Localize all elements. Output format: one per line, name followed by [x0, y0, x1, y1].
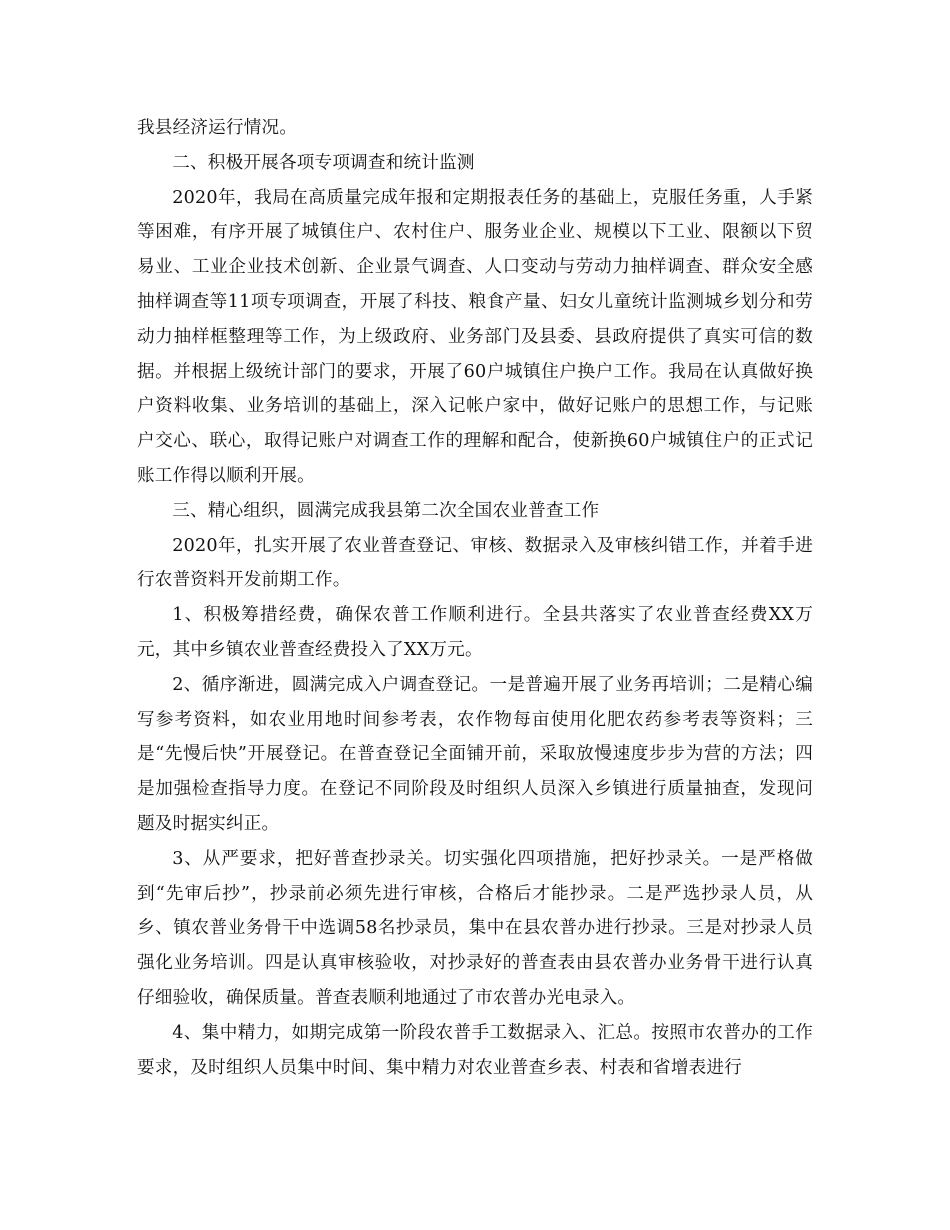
section-heading-2: 二、积极开展各项专项调查和统计监测	[172, 152, 475, 173]
paragraph-item-2: 2、循序渐进，圆满完成入户调查登记。一是普遍开展了业务再培训；二是精心编写参考资料，如农业用地时间参考表，农作物每亩使用化肥农药参考表等资料；三是“先慢后快”开展登记。在普查登记全面铺开前，采取放慢速度步步为营的方法；四是加强检查指导力度。在登记不同阶段及时组织人员深入乡镇进行质量抽查，发现问题及时据实纠正。	[137, 674, 813, 834]
paragraph-census-intro: 2020年，扎实开展了农业普查登记、审核、数据录入及审核纠错工作，并着手进行农普资料开发前期工作。	[137, 535, 813, 591]
document-page	[137, 111, 813, 1085]
paragraph-item-4: 4、集中精力，如期完成第一阶段农普手工数据录入、汇总。按照市农普办的工作要求，及时组织人员集中时间、集中精力对农业普查乡表、村表和省增表进行	[137, 1022, 813, 1078]
paragraph-item-1: 1、积极筹措经费，确保农普工作顺利进行。全县共落实了农业普查经费XX万元，其中乡镇农业普查经费投入了XX万元。	[137, 605, 813, 660]
paragraph-item-3: 3、从严要求，把好普查抄录关。切实强化四项措施，把好抄录关。一是严格做到“先审后抄”，抄录前必须先进行审核，合格后才能抄录。二是严选抄录人员，从乡、镇农普业务骨干中选调58名抄录员，集中在县农普办进行抄录。三是对抄录人员强化业务培训。四是认真审核验收，对抄录好的普查表由县农普办业务骨干进行认真仔细验收，确保质量。普查表顺利地通过了市农普办光电录入。	[137, 848, 813, 1008]
paragraph-continuation: 我县经济运行情况。	[137, 118, 298, 138]
section-heading-3: 三、精心组织，圆满完成我县第二次全国农业普查工作	[172, 500, 600, 521]
paragraph-surveys: 2020年，我局在高质量完成年报和定期报表任务的基础上，克服任务重，人手紧等困难，有序开展了城镇住户、农村住户、服务业企业、规模以下工业、限额以下贸易业、工业企业技术创新、企业景气调查、人口变动与劳动力抽样调查、群众安全感抽样调查等11项专项调查，开展了科技、粮食产量、妇女儿童统计监测城乡划分和劳动力抽样框整理等工作，为上级政府、业务部门及县委、县政府提供了真实可信的数据。并根据上级统计部门的要求，开展了60户城镇住户换户工作。我局在认真做好换户资料收集、业务培训的基础上，深入记帐户家中，做好记账户的思想工作，与记账户交心、联心，取得记账户对调查工作的理解和配合，使新换60户城镇住户的正式记账工作得以顺利开展。	[137, 187, 813, 486]
